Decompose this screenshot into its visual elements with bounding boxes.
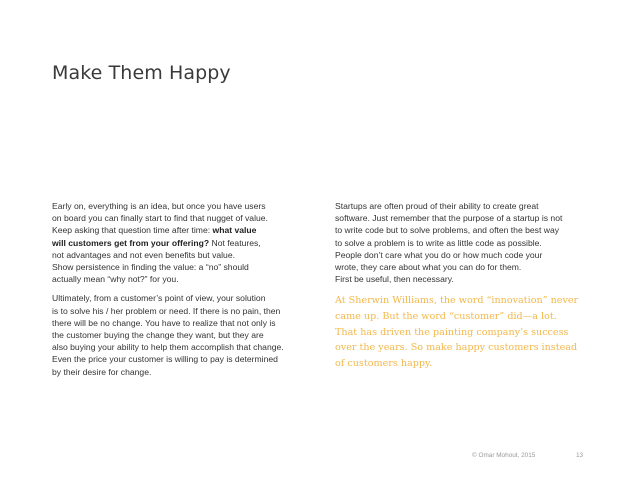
text-line: Startups are often proud of their ability to create great bbox=[335, 201, 539, 211]
text-line: Ultimately, from a customer’s point of view, your solution bbox=[52, 293, 266, 304]
quote-line: of customers happy. bbox=[335, 357, 433, 369]
text-line: also buying your ability to help them accomplish that change. bbox=[52, 342, 284, 353]
left-paragraph-1 bbox=[52, 200, 314, 285]
quote-line: At Sherwin Williams, the word “innovation” never bbox=[335, 295, 579, 307]
text-line: on board you can finally start to find that nugget of value. bbox=[52, 213, 268, 224]
text-line: not advantages and not even benefits but value. bbox=[52, 249, 235, 260]
highlight-quote bbox=[335, 293, 595, 371]
left-paragraph-2 bbox=[52, 292, 314, 377]
quote-line: came up. But the word “customer” did—a lot. bbox=[335, 311, 557, 323]
text-line: there will be no change. You have to realize that not only is bbox=[52, 317, 276, 328]
bold-text-run: what value bbox=[212, 225, 257, 236]
text-line: Early on, everything is an idea, but once you have users bbox=[52, 201, 266, 211]
quote-line: That has driven the painting company’s success bbox=[335, 326, 569, 338]
copyright-notice: © Omar Mohout, 2015 bbox=[472, 452, 536, 459]
quote-line: over the years. So make happy customers instead bbox=[335, 342, 578, 354]
text-line: actually mean “why not?” for you. bbox=[52, 274, 179, 285]
text-line: is to solve his / her problem or need. If there is no pain, then bbox=[52, 305, 281, 316]
text-line: Even the price your customer is willing to pay is determined bbox=[52, 354, 278, 365]
text-line: the customer buying the change they want, but they are bbox=[52, 330, 264, 341]
text-line bbox=[52, 237, 314, 249]
text-line: wrote, they care about what you can do for them. bbox=[335, 262, 522, 273]
bold-text-run: will customers get from your offering? bbox=[52, 237, 210, 248]
page-number: 13 bbox=[576, 452, 584, 459]
right-column bbox=[335, 200, 595, 371]
right-paragraph-1 bbox=[335, 200, 595, 285]
text-line: People don’t care what you do or how much code your bbox=[335, 249, 543, 260]
text-line: software. Just remember that the purpose of a startup is not bbox=[335, 213, 563, 224]
text-line: to write code but to solve problems, and often the best way bbox=[335, 225, 560, 236]
text-run: Keep asking that question time after time: bbox=[52, 225, 213, 236]
text-run: Not features, bbox=[209, 237, 261, 248]
text-line bbox=[52, 224, 314, 236]
text-line: First be useful, then necessary. bbox=[335, 274, 454, 285]
text-line: Show persistence in finding the value: a “no” should bbox=[52, 262, 249, 273]
text-line: by their desire for change. bbox=[52, 366, 152, 377]
text-line: to solve a problem is to write as little code as possible. bbox=[335, 237, 542, 248]
left-column bbox=[52, 200, 314, 385]
page-title: Make Them Happy bbox=[52, 62, 231, 84]
